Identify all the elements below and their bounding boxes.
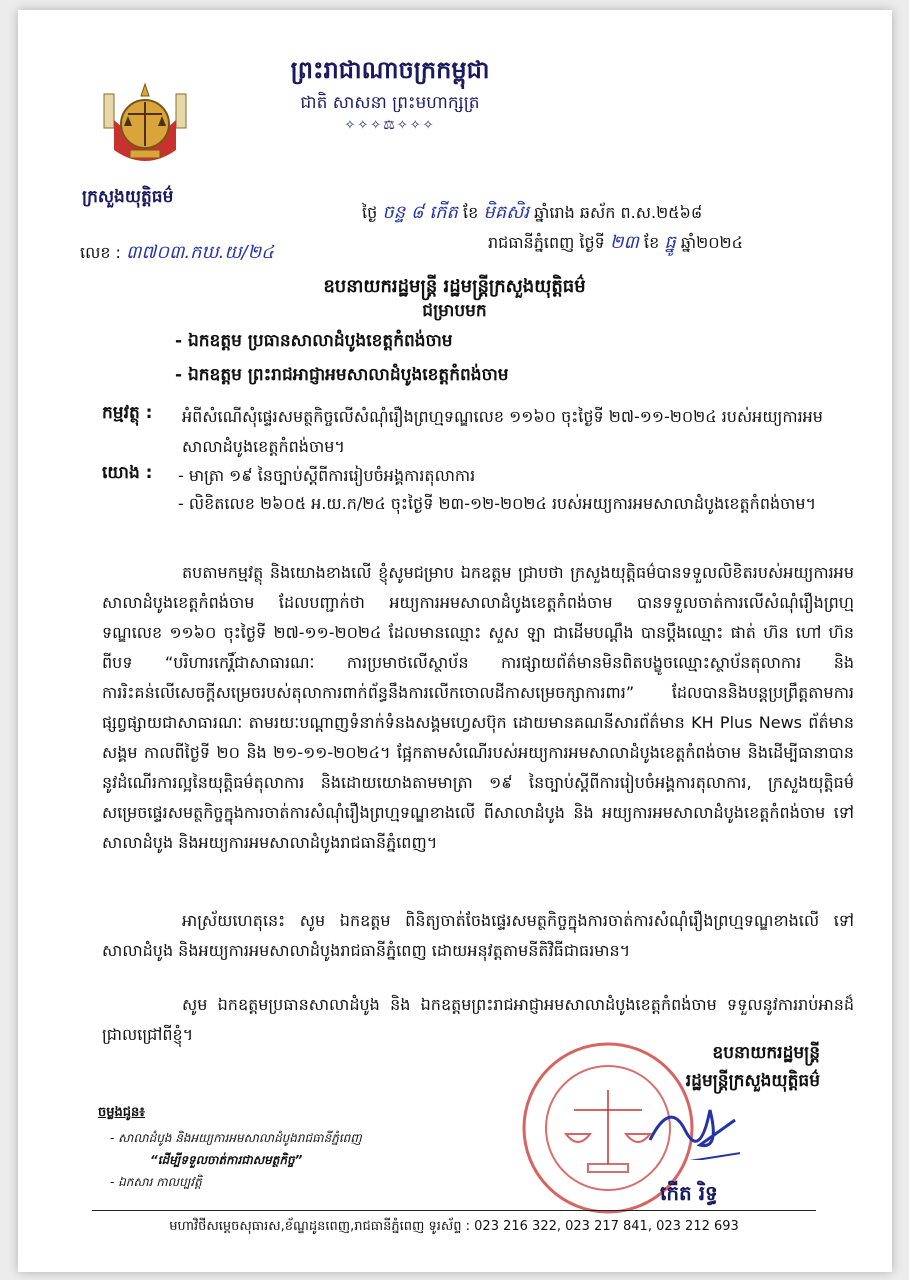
lunar-year: ឆ្នាំរោង ឆស័ក ព.ស.២៥៦៨ bbox=[534, 203, 703, 222]
sender-title: ឧបនាយករដ្ឋមន្ត្រី រដ្ឋមន្ត្រីក្រសួងយុត្តិធម៌ bbox=[323, 276, 586, 297]
body-paragraph-2: អាស្រ័យហេតុនេះ សូម ឯកឧត្តម ពិនិត្យចាត់ចែងផ្ទេរសមត្ថកិច្ចក្នុងការចាត់ការសំណុំរឿងព្រហ្មទណ្ឌខាងលើ ទៅសាលាដំបូង និងអយ្យការអមសាលាដំបូងរាជធានីភ្នំពេញ ដោយអនុវត្តតាមនីតិវិធីជាធរមាន។ bbox=[102, 911, 854, 960]
national-motto: ជាតិ សាសនា ព្រះមហាក្សត្រ bbox=[300, 93, 480, 113]
date-day: ២៣ bbox=[609, 232, 639, 253]
reference-item-1: - មាត្រា ១៩ នៃច្បាប់ស្តីពីការរៀបចំអង្គការតុលាការ bbox=[178, 466, 476, 485]
signature-title-2: រដ្ឋមន្ត្រីក្រសួងយុត្តិធម៌ bbox=[685, 1071, 820, 1091]
reference-number-value: ៣៧០៣.កឃ.យ/២៤ bbox=[126, 242, 274, 263]
body-paragraph-1: តបតាមកម្មវត្ថុ និងយោងខាងលើ ខ្ញុំសូមជម្រាប ឯកឧត្តម ជ្រាបថា ក្រសួងយុត្តិធម៌បានទទួលលិខិតរបស់អយ្យការអមសាលាដំបូងខេត្តកំពង់ចាម ដែលបញ្ជាក់ថា អយ្យការអមសាលាដំបូងខេត្តកំពង់ចាម បានទទួលចាត់ការលើសំណុំរឿងព្រហ្មទណ្ឌលេខ ១១៦០ ចុះថ្ងៃទី ២៧-១១-២០២៤ ដែលមានឈ្មោះ សួស ឡា ជាដើមបណ្តឹង បានប្តឹងឈ្មោះ ផាត់ ហ៊ន ហៅ ហ៊ន ពីបទ “បរិហារកេរ្តិ៍ជាសាធារណៈ ការប្រមាថលើស្ថាប័ន ការផ្សាយព័ត៌មានមិនពិតបង្ខូចឈ្មោះស្ថាប័នតុលាការ និងការរិះគន់លើសេចក្តីសម្រេចរបស់តុលាការពាក់ព័ន្ធនឹងការលើកចោលដីកាសម្រេចក្សាការពារ” ដែលបាននិងបន្តប្រព្រឹត្តតាមការផ្សព្វផ្សាយជាសាធារណៈ តាមរយៈបណ្តាញទំនាក់ទំនងសង្គមហ្វេសប៊ុក ដោយមានគណនីសារព័ត៌មាន KH Plus News ព័ត៌មានសង្គម កាលពីថ្ងៃទី ២០ និង ២១-១១-២០២៤។ ផ្អែកតាមសំណើរបស់អយ្យការអមសាលាដំបូងខេត្តកំពង់ចាម និងដើម្បីធានាបាននូវដំណើរការល្អនៃយុត្តិធម៌តុលាការ និងដោយយោងតាមមាត្រា ១៩ នៃច្បាប់ស្តីពីការរៀបចំអង្គការតុលាការ, ក្រសួងយុត្តិធម៌សម្រេចផ្ទេរសមត្ថកិច្ចក្នុងការចាត់ការសំណុំរឿងព្រហ្មទណ្ឌខាងលើ ពីសាលាដំបូង និង អយ្យការអមសាលាដំបូងខេត្តកំពង់ចាម ទៅសាលាដំបូង និងអយ្យការអមសាលាដំបូងរាជធានីភ្នំពេញ។ bbox=[102, 563, 854, 852]
heading-ornament: ✧✧✧⚖✧✧✧ bbox=[344, 118, 436, 133]
ministry-name: ក្រសួងយុត្តិធម៌ bbox=[82, 187, 174, 207]
cc-item-1: - សាលាដំបូង និងអយ្យការអមសាលាដំបូងរាជធានីភ្នំពេញ bbox=[110, 1131, 362, 1145]
place-prefix: រាជធានីភ្នំពេញ ថ្ងៃទី bbox=[488, 233, 605, 252]
lunar-day: ចន្ទ ៨ កើត bbox=[382, 202, 458, 223]
cc-item-2: - ឯកសារ កាលប្បវត្តិ bbox=[110, 1175, 202, 1189]
recipient-2: - ឯកឧត្តម ព្រះរាជអាជ្ញាអមសាលាដំបូងខេត្តកំពង់ចាម bbox=[175, 365, 509, 385]
reference-number bbox=[80, 240, 274, 267]
lunar-month-label: ខែ bbox=[463, 203, 479, 222]
signature-title-1: ឧបនាយករដ្ឋមន្ត្រី bbox=[712, 1043, 820, 1063]
respectfully-line: ជម្រាបមក bbox=[422, 301, 487, 321]
footer-address: មហាវិថីសម្តេចសុធារស,ខ័ណ្ឌដូនពេញ,រាជធានីភ្នំពេញ ទូរស័ព្ទ : 023 216 322, 023 217 841, 023 212 693 bbox=[169, 1219, 739, 1234]
handwritten-signature-icon bbox=[640, 1090, 740, 1160]
references-label: យោង : bbox=[102, 463, 153, 483]
lunar-day-prefix: ថ្ងៃ bbox=[362, 203, 378, 222]
subject-label: កម្មវត្ថុ : bbox=[102, 403, 153, 423]
solar-date bbox=[488, 230, 743, 257]
body-paragraph-3: សូម ឯកឧត្តមប្រធានសាលាដំបូង និង ឯកឧត្តមព្រះរាជអាជ្ញាអមសាលាដំបូងខេត្តកំពង់ចាម ទទួលនូវការរាប់អានដ៏ជ្រាលជ្រៅពីខ្ញុំ។ bbox=[102, 995, 854, 1044]
month-label: ខែ bbox=[644, 233, 660, 252]
reference-item-2: - លិខិតលេខ ២៦០៥ អ.យ.ក/២៤ ចុះថ្ងៃទី ២៣-១២-២០២៤ របស់អយ្យការអមសាលាដំបូងខេត្តកំពង់ចាម។ bbox=[178, 494, 817, 513]
kingdom-heading: ព្រះរាជាណាចក្រកម្ពុជា bbox=[290, 56, 490, 84]
cc-item-1-note: “ដើម្បីទទួលចាត់ការជាសមត្ថកិច្ច” bbox=[150, 1153, 303, 1167]
reference-number-label: លេខ : bbox=[80, 243, 121, 262]
footer-divider bbox=[92, 1210, 816, 1211]
recipient-1: - ឯកឧត្តម ប្រធានសាលាដំបូងខេត្តកំពង់ចាម bbox=[175, 331, 453, 351]
lunar-date bbox=[362, 200, 702, 227]
ministry-emblem-icon bbox=[98, 80, 192, 176]
cc-label: ចម្លងជូន៖ bbox=[98, 1105, 145, 1120]
subject-text: អំពីសំណើសុំផ្ទេរសមត្ថកិច្ចលើសំណុំរឿងព្រហ្មទណ្ឌលេខ ១១៦០ ចុះថ្ងៃទី ២៧-១១-២០២៤ របស់អយ្យការអមសាលាដំបូងខេត្តកំពង់ចាម។ bbox=[182, 407, 823, 456]
date-month: ធ្នូ bbox=[664, 232, 676, 253]
lunar-month: មិគសិរ bbox=[483, 202, 530, 223]
signatory-name: កើត រិទ្ធ bbox=[660, 1181, 718, 1205]
date-year: ឆ្នាំ២០២៤ bbox=[680, 233, 743, 252]
